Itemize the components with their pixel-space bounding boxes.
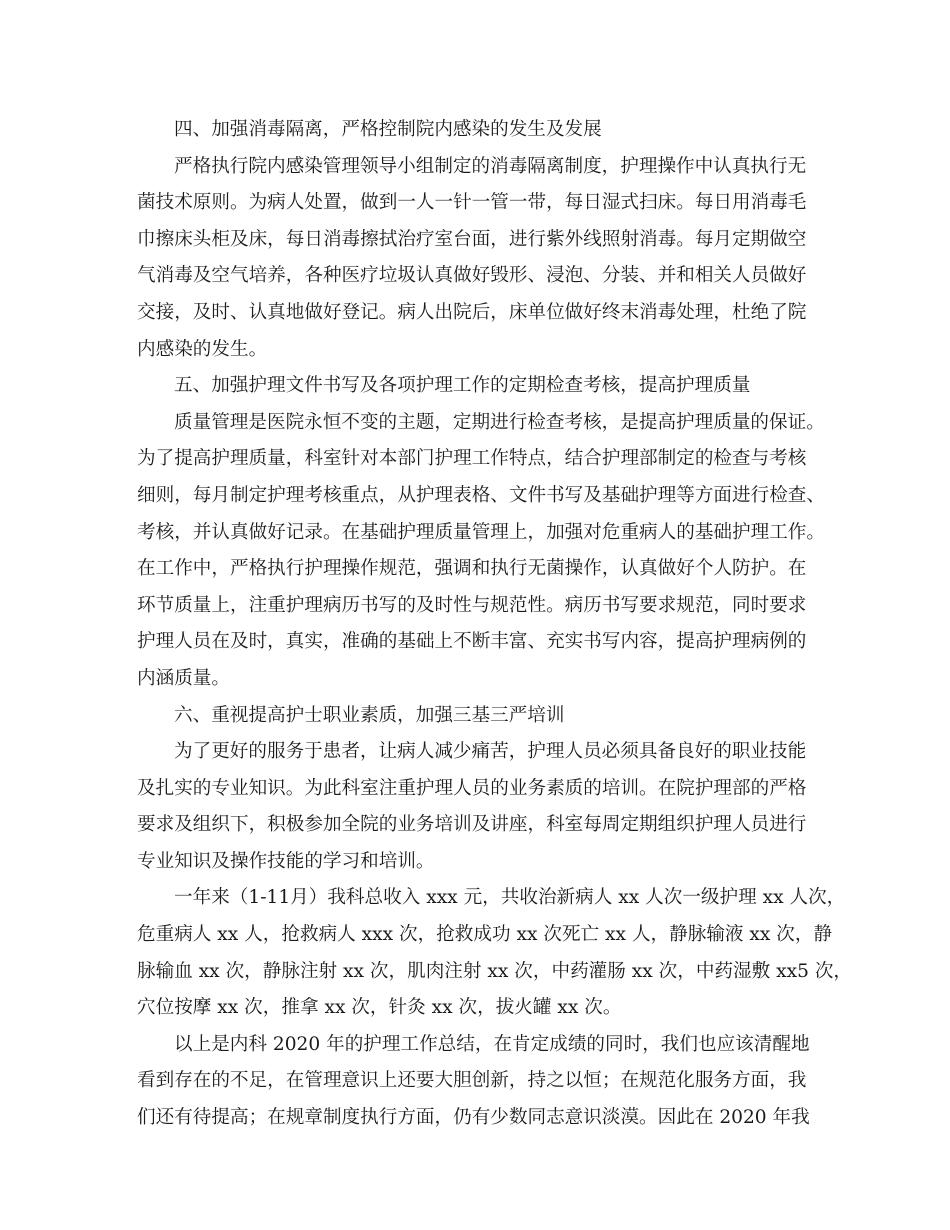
paragraph-line: 专业知识及操作技能的学习和培训。 — [137, 850, 435, 872]
paragraph-line: 要求及组织下，积极参加全院的业务培训及讲座，科室每周定期组织护理人员进行 — [137, 814, 807, 836]
paragraph-line: 气消毒及空气培养，各种医疗垃圾认真做好毁形、浸泡、分装、并和相关人员做好 — [137, 265, 807, 287]
section-heading: 六、重视提高护士职业素质，加强三基三严培训 — [174, 704, 565, 726]
paragraph-line: 交接，及时、认真地做好登记。病人出院后，床单位做好终末消毒处理，杜绝了院 — [137, 301, 807, 323]
paragraph-line: 以上是内科 2020 年的护理工作总结，在肯定成绩的同时，我们也应该清醒地 — [174, 1033, 810, 1055]
paragraph-line: 菌技术原则。为病人处置，做到一人一针一管一带，每日湿式扫床。每日用消毒毛 — [137, 192, 807, 214]
document-body — [137, 112, 853, 1137]
paragraph-line: 们还有待提高；在规章制度执行方面，仍有少数同志意识淡漠。因此在 2020 年我 — [137, 1107, 810, 1129]
paragraph-line: 穴位按摩 xx 次，推拿 xx 次，针灸 xx 次，拔火罐 xx 次。 — [137, 997, 622, 1019]
paragraph-line: 及扎实的专业知识。为此科室注重护理人员的业务素质的培训。在院护理部的严格 — [137, 777, 807, 799]
paragraph-line: 看到存在的不足，在管理意识上还要大胆创新，持之以恒；在规范化服务方面，我 — [137, 1070, 807, 1092]
paragraph-line: 环节质量上，注重护理病历书写的及时性与规范性。病历书写要求规范，同时要求 — [137, 594, 807, 616]
section-heading: 四、加强消毒隔离，严格控制院内感染的发生及发展 — [174, 119, 602, 140]
paragraph-line: 为了提高护理质量，科室针对本部门护理工作特点，结合护理部制定的检查与考核 — [137, 448, 807, 470]
paragraph-line: 一年来（1-11月）我科总收入 xxx 元，共收治新病人 xx 人次一级护理 xx 人次， — [174, 887, 846, 909]
paragraph-line: 护理人员在及时，真实，准确的基础上不断丰富、充实书写内容，提高护理病例的 — [137, 631, 807, 653]
paragraph-line: 为了更好的服务于患者，让病人减少痛苦，护理人员必须具备良好的职业技能 — [174, 741, 807, 763]
paragraph-line: 脉输血 xx 次，静脉注射 xx 次，肌肉注射 xx 次，中药灌肠 xx 次，中药湿敷 xx5 次， — [137, 960, 853, 982]
section-heading: 五、加强护理文件书写及各项护理工作的定期检查考核，提高护理质量 — [174, 375, 751, 397]
paragraph-line: 内感染的发生。 — [137, 338, 268, 360]
paragraph-line: 严格执行院内感染管理领导小组制定的消毒隔离制度，护理操作中认真执行无 — [174, 155, 807, 177]
paragraph-line: 内涵质量。 — [137, 667, 230, 689]
paragraph-line: 巾擦床头柜及床，每日消毒擦拭治疗室台面，进行紫外线照射消毒。每月定期做空 — [137, 228, 807, 250]
paragraph-line: 危重病人 xx 人，抢救病人 xxx 次，抢救成功 xx 次死亡 xx 人，静脉输液 xx 次，静 — [137, 924, 833, 946]
paragraph-line: 考核，并认真做好记录。在基础护理质量管理上，加强对危重病人的基础护理工作。 — [137, 521, 825, 543]
paragraph-line: 在工作中，严格执行护理操作规范，强调和执行无菌操作，认真做好个人防护。在 — [137, 558, 807, 580]
paragraph-line: 细则，每月制定护理考核重点，从护理表格、文件书写及基础护理等方面进行检查、 — [137, 484, 825, 506]
paragraph-line: 质量管理是医院永恒不变的主题，定期进行检查考核，是提高护理质量的保证。 — [174, 411, 825, 433]
